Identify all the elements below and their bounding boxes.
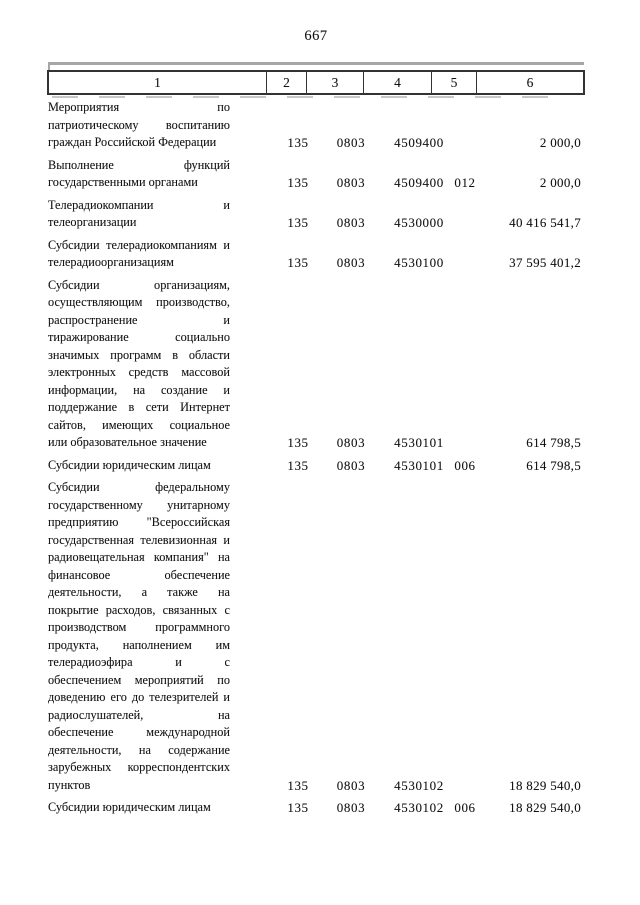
table-row	[47, 457, 585, 475]
description-line: значимых программ в области	[48, 347, 230, 362]
description-line: финансовое обеспечение	[48, 567, 230, 582]
cell-amount: 2 000,0	[539, 135, 581, 150]
description-line: государственная телевизионная и	[48, 532, 230, 547]
description-line: осуществляющим производство,	[48, 295, 230, 309]
cell-chapter-code: 135	[287, 175, 309, 190]
cell-amount: 614 798,5	[526, 435, 581, 450]
cell-amount: 37 595 401,2	[509, 255, 581, 270]
row-description	[48, 457, 230, 475]
table-row	[47, 237, 585, 272]
description-line: государственному унитарному	[48, 497, 230, 512]
cell-chapter-code: 135	[287, 800, 309, 815]
column-header-6: 6	[476, 72, 583, 93]
row-description	[48, 237, 230, 272]
cell-target-article-code: 4530100	[394, 255, 444, 270]
description-line: государственными органами	[48, 175, 198, 189]
cell-target-article-code: 4530000	[394, 215, 444, 230]
cell-section-code: 0803	[336, 215, 366, 230]
description-line: Субсидии организациям,	[48, 277, 230, 292]
description-line: предприятию "Всероссийская	[48, 515, 230, 529]
description-line: обеспечением мероприятий по	[48, 672, 230, 687]
table-row	[47, 99, 585, 152]
description-line: телеорганизации	[48, 215, 137, 229]
description-line: Мероприятия по	[48, 100, 230, 114]
row-description	[48, 479, 230, 794]
cell-amount: 2 000,0	[539, 175, 581, 190]
table-body	[47, 99, 585, 822]
description-line: покрытие расходов, связанных с	[48, 602, 230, 617]
table-row	[47, 479, 585, 794]
description-line: телерадиоорганизациям	[48, 255, 174, 269]
description-line: электронных средств массовой	[48, 365, 230, 379]
page-number: 667	[304, 28, 328, 44]
table-row	[47, 157, 585, 192]
description-line: информации, на создание и	[48, 382, 230, 397]
cell-chapter-code: 135	[287, 435, 309, 450]
table-row	[47, 277, 585, 452]
description-line: Телерадиокомпании и	[48, 197, 230, 212]
description-line: пунктов	[48, 777, 91, 792]
column-header-1: 1	[154, 74, 161, 90]
table-row	[47, 197, 585, 232]
cell-section-code: 0803	[336, 435, 366, 450]
cell-section-code: 0803	[336, 175, 366, 190]
description-line: деятельности, на содержание	[48, 742, 230, 757]
cell-section-code: 0803	[336, 800, 366, 815]
description-line: производством программного	[48, 620, 230, 634]
description-line: распространение и	[48, 312, 230, 327]
cell-amount: 40 416 541,7	[509, 215, 581, 230]
column-header-4: 4	[363, 72, 431, 93]
cell-target-article-code: 4530102	[394, 777, 444, 793]
row-description	[48, 277, 230, 452]
cell-target-article-code: 4530102	[394, 800, 444, 815]
description-line: деятельности, а также на	[48, 585, 230, 599]
description-line: Субсидии юридическим лицам	[48, 457, 211, 472]
row-description	[48, 99, 230, 152]
description-line: патриотическому воспитанию	[48, 117, 230, 132]
cell-amount: 18 829 540,0	[509, 777, 581, 793]
cell-expense-type-code: 012	[454, 175, 476, 190]
cell-chapter-code: 135	[287, 457, 309, 473]
cell-chapter-code: 135	[287, 255, 309, 270]
description-line: Субсидии юридическим лицам	[48, 800, 211, 814]
description-line: граждан Российской Федерации	[48, 135, 217, 149]
description-line: или образовательное значение	[48, 435, 207, 449]
cell-target-article-code: 4509400	[394, 135, 444, 150]
cell-target-article-code: 4530101	[394, 435, 444, 450]
cell-chapter-code: 135	[287, 215, 309, 230]
cell-chapter-code: 135	[287, 135, 309, 150]
table-header-row	[47, 70, 585, 95]
description-line: обеспечение международной	[48, 725, 230, 739]
cell-section-code: 0803	[336, 777, 366, 793]
cell-amount: 18 829 540,0	[509, 800, 581, 815]
table-row	[47, 799, 585, 817]
cell-expense-type-code: 006	[454, 800, 476, 815]
cell-chapter-code: 135	[287, 777, 309, 793]
description-line: продукта, наполнением им	[48, 637, 230, 652]
description-line: поддержание в сети Интернет	[48, 400, 230, 414]
cell-section-code: 0803	[336, 457, 366, 473]
description-line: радиовещательная компания" на	[48, 550, 230, 564]
description-line: доведению его до телезрителей и	[48, 690, 230, 704]
description-line: Субсидии федеральному	[48, 480, 230, 494]
description-line: Выполнение функций	[48, 157, 230, 172]
cell-target-article-code: 4530101	[394, 457, 444, 473]
description-line: тиражирование социально	[48, 330, 230, 344]
description-line: телерадиоэфира и с	[48, 655, 230, 669]
column-header-2: 2	[266, 72, 306, 93]
cell-section-code: 0803	[336, 135, 366, 150]
scan-artifact-top-line	[48, 62, 584, 65]
row-description	[48, 799, 230, 817]
scan-artifact-dashes	[52, 96, 568, 98]
cell-section-code: 0803	[336, 255, 366, 270]
cell-expense-type-code: 006	[454, 457, 476, 473]
cell-target-article-code: 4509400	[394, 175, 444, 190]
row-description	[48, 157, 230, 192]
column-header-3: 3	[306, 72, 363, 93]
description-line: радиослушателей, на	[48, 707, 230, 722]
description-line: сайтов, имеющих социальное	[48, 417, 230, 432]
row-description	[48, 197, 230, 232]
column-header-5: 5	[431, 72, 476, 93]
cell-amount: 614 798,5	[526, 457, 581, 473]
description-line: зарубежных корреспондентских	[48, 760, 230, 774]
description-line: Субсидии телерадиокомпаниям и	[48, 237, 230, 252]
